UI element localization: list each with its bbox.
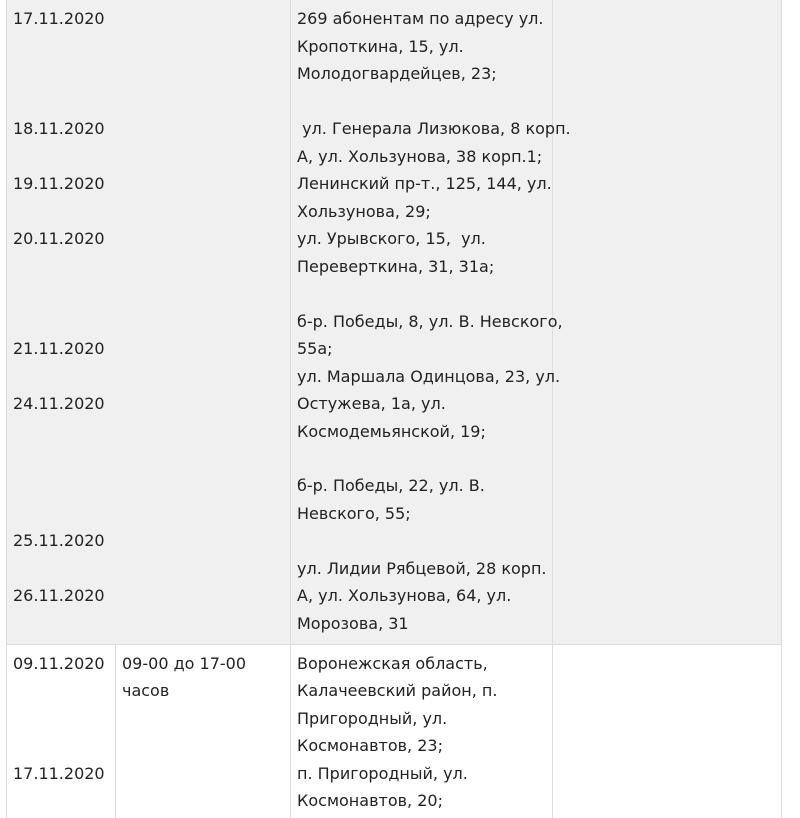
column-divider [115, 645, 116, 818]
address-line: Остужева, 1а, ул. [297, 394, 446, 413]
table-border-left [6, 0, 7, 818]
time-cell: часов [122, 681, 170, 700]
date-cell: 19.11.2020 [13, 174, 105, 193]
outage-schedule-table [6, 0, 782, 818]
table-border-right [781, 0, 782, 818]
address-line: ул. Лидии Рябцевой, 28 корп. [297, 559, 547, 578]
address-line: 55а; [297, 339, 333, 358]
address-line: б-р. Победы, 8, ул. В. Невского, [297, 312, 563, 331]
date-cell: 09.11.2020 [13, 654, 105, 673]
date-cell: 24.11.2020 [13, 394, 105, 413]
date-cell: 20.11.2020 [13, 229, 105, 248]
address-line: Переверткина, 31, 31а; [297, 257, 495, 276]
address-line: Космонавтов, 20; [297, 791, 443, 810]
address-line: Хользунова, 29; [297, 202, 431, 221]
address-line: А, ул. Хользунова, 38 корп.1; [297, 147, 543, 166]
time-cell: 09-00 до 17-00 [122, 654, 247, 673]
date-cell: 25.11.2020 [13, 531, 105, 550]
address-line: ул. Маршала Одинцова, 23, ул. [297, 367, 561, 386]
date-cell: 26.11.2020 [13, 586, 105, 605]
row-divider [6, 644, 782, 645]
date-cell: 21.11.2020 [13, 339, 105, 358]
date-cell: 17.11.2020 [13, 9, 105, 28]
address-line: Ленинский пр-т., 125, 144, ул. [297, 174, 552, 193]
address-line: Воронежская область, [297, 654, 488, 673]
address-line: Молодогвардейцев, 23; [297, 64, 497, 83]
address-line: Невского, 55; [297, 504, 411, 523]
address-line: 269 абонентам по адресу ул. [297, 9, 544, 28]
address-line: ул. Генерала Лизюкова, 8 корп. [297, 119, 571, 138]
address-line: Пригородный, ул. [297, 709, 448, 728]
address-line: ул. Урывского, 15, ул. [297, 229, 486, 248]
column-divider [290, 0, 291, 818]
address-line: Космонавтов, 23; [297, 736, 443, 755]
date-cell: 18.11.2020 [13, 119, 105, 138]
address-line: б-р. Победы, 22, ул. В. [297, 476, 485, 495]
address-line: Космодемьянской, 19; [297, 422, 486, 441]
date-cell: 17.11.2020 [13, 764, 105, 783]
address-line: п. Пригородный, ул. [297, 764, 468, 783]
address-line: Морозова, 31 [297, 614, 409, 633]
address-line: А, ул. Хользунова, 64, ул. [297, 586, 512, 605]
address-line: Калачеевский район, п. [297, 681, 498, 700]
address-line: Кропоткина, 15, ул. [297, 37, 464, 56]
